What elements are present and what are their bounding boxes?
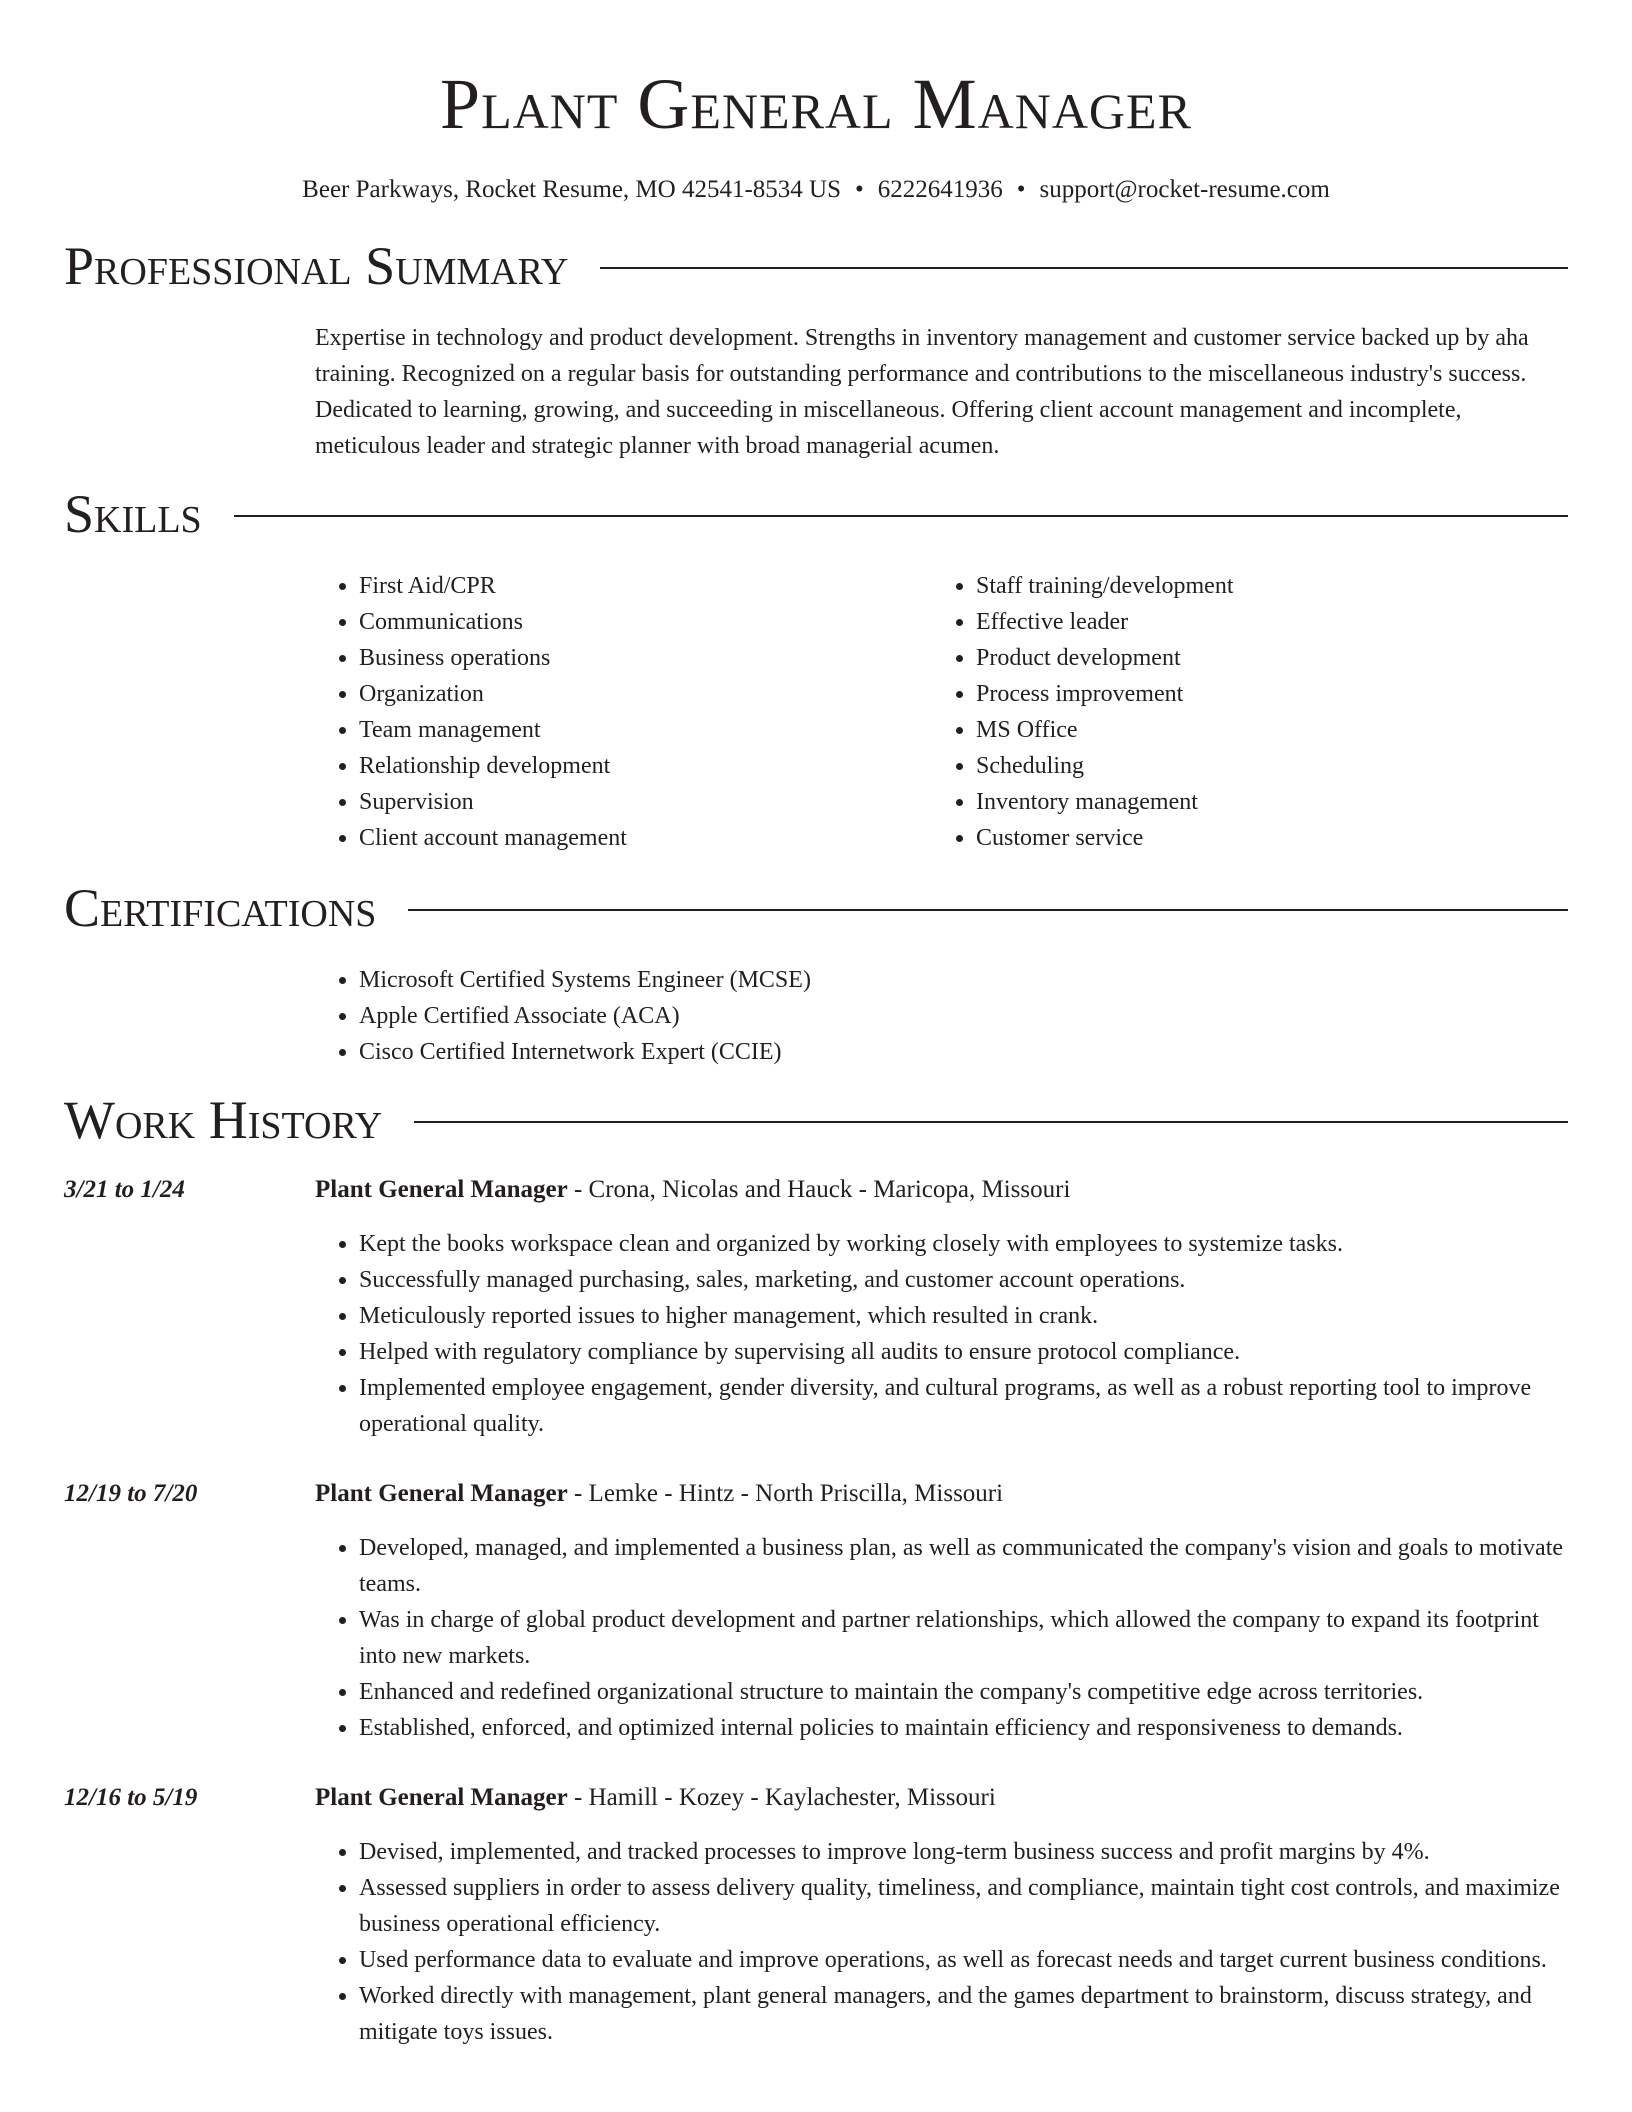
job-entry [64,1172,1568,1442]
certification-item: • Apple Certified Associate (ACA) [359,998,1568,1034]
certifications-heading: Certifications [64,878,377,938]
job-bullet: • Worked directly with management, plant general managers, and the games department to brainstorm, discuss strategy, and mitigate toys issues. [359,1978,1568,2050]
contact-line [64,174,1568,206]
job-heading [315,1780,996,1816]
skills-list-left [315,568,932,856]
job-company: - Crona, Nicolas and Hauck - Maricopa, Missouri [567,1176,1071,1203]
section-divider [408,909,1568,911]
job-bullet: • Kept the books workspace clean and organized by working closely with employees to systemize tasks. [359,1226,1568,1262]
job-bullet: • Helped with regulatory compliance by supervising all audits to ensure protocol compliance. [359,1334,1568,1370]
certifications-section [64,878,1568,1070]
certification-item: • Cisco Certified Internetwork Expert (CCIE) [359,1034,1568,1070]
skill-item: • Product development [976,640,1549,676]
job-company: - Hamill - Kozey - Kaylachester, Missouri [567,1784,996,1811]
job-dates: 12/16 to 5/19 [64,1784,198,1811]
skill-item: • First Aid/CPR [359,568,932,604]
job-title: Plant General Manager [315,1176,568,1203]
contact-email: support@rocket-resume.com [1039,176,1330,203]
skill-item: • Team management [359,712,932,748]
skill-item: • Relationship development [359,748,932,784]
job-bullet: • Successfully managed purchasing, sales, marketing, and customer account operations. [359,1262,1568,1298]
job-bullet: • Implemented employee engagement, gender diversity, and cultural programs, as well as a robust reporting tool to improve operational quality. [359,1370,1568,1442]
job-bullet: • Enhanced and redefined organizational structure to maintain the company's competitive edge across territories. [359,1674,1568,1710]
certification-item: • Microsoft Certified Systems Engineer (MCSE) [359,962,1568,998]
job-company: - Lemke - Hintz - North Priscilla, Missouri [567,1480,1004,1507]
skill-item: • Supervision [359,784,932,820]
skills-list-right [932,568,1549,856]
skill-item: • Scheduling [976,748,1549,784]
summary-section [64,236,1568,464]
skills-grid [315,568,1568,856]
section-divider [600,267,1568,269]
job-entry [64,1476,1568,1746]
job-header [64,1172,1568,1208]
job-dates: 12/19 to 7/20 [64,1480,198,1507]
section-header [64,236,1568,296]
summary-text: Expertise in technology and product development. Strengths in inventory management and customer service backed up by aha training. Recognized on a regular basis for outstanding performance and contributions to the miscellaneous industry's success. Dedicated to learning, growing, and succeeding in miscellaneous. Offering client account management and incomplete, meticulous leader and strategic planner with broad managerial acumen. [315,325,1529,459]
job-bullets [315,1530,1568,1746]
job-bullets [315,1834,1568,2050]
skill-item: • Customer service [976,820,1549,856]
job-bullet: • Assessed suppliers in order to assess delivery quality, timeliness, and compliance, maintain tight cost controls, and maximize business operational efficiency. [359,1870,1568,1942]
job-dates: 3/21 to 1/24 [64,1176,185,1203]
skill-item: • Communications [359,604,932,640]
contact-separator: • [855,176,864,203]
section-divider [414,1121,1568,1123]
section-header [64,878,1568,938]
job-header [64,1476,1568,1512]
skill-item: • MS Office [976,712,1549,748]
skill-item: • Client account management [359,820,932,856]
job-bullet: • Established, enforced, and optimized internal policies to maintain efficiency and responsiveness to demands. [359,1710,1568,1746]
job-bullet: • Developed, managed, and implemented a business plan, as well as communicated the company's vision and goals to motivate teams. [359,1530,1568,1602]
job-heading [315,1172,1070,1208]
section-header [64,484,1568,544]
resume-name: Plant General Manager [440,64,1192,144]
section-divider [234,515,1568,517]
work-history-heading: Work History [64,1090,383,1150]
job-title: Plant General Manager [315,1480,568,1507]
certifications-list [315,962,1568,1070]
summary-heading: Professional Summary [64,236,569,296]
contact-phone: 6222641936 [877,176,1003,203]
job-bullet: • Used performance data to evaluate and improve operations, as well as forecast needs and target current business conditions. [359,1942,1568,1978]
skills-heading: Skills [64,484,202,544]
job-entry [64,1780,1568,2050]
work-history-section [64,1090,1568,2050]
skills-section [64,484,1568,856]
skill-item: • Organization [359,676,932,712]
contact-address: Beer Parkways, Rocket Resume, MO 42541-8534 US [302,176,841,203]
certifications-body [315,962,1568,1070]
contact-separator: • [1016,176,1026,203]
job-header [64,1780,1568,1816]
job-bullets [315,1226,1568,1442]
skills-column-right [932,568,1549,856]
job-bullet: • Was in charge of global product development and partner relationships, which allowed the company to expand its footprint into new markets. [359,1602,1568,1674]
job-title: Plant General Manager [315,1784,568,1811]
skill-item: • Inventory management [976,784,1549,820]
skill-item: • Staff training/development [976,568,1549,604]
job-bullet: • Meticulously reported issues to higher management, which resulted in crank. [359,1298,1568,1334]
skill-item: • Process improvement [976,676,1549,712]
skills-column-left [315,568,932,856]
skill-item: • Business operations [359,640,932,676]
section-header [64,1090,1568,1150]
job-bullet: • Devised, implemented, and tracked processes to improve long-term business success and profit margins by 4%. [359,1834,1568,1870]
skill-item: • Effective leader [976,604,1549,640]
job-heading [315,1476,1003,1512]
